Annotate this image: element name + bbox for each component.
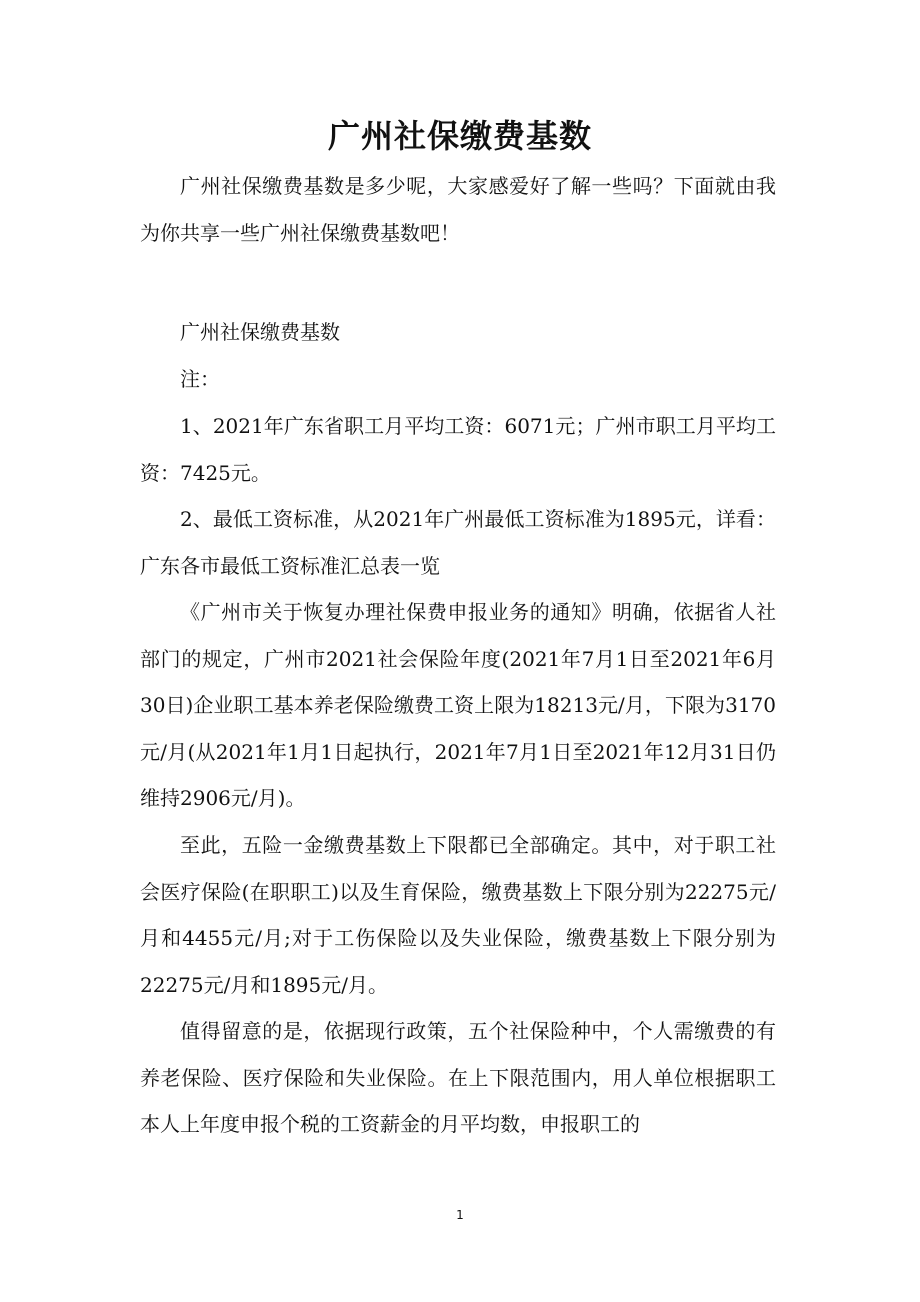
paragraph-note-1: 1、2021年广东省职工月平均工资：6071元；广州市职工月平均工资：7425元。 [140, 414, 776, 485]
paragraph-note-2: 2、最低工资标准，从2021年广州最低工资标准为1895元，详看：广东各市最低工资标准汇总表一览 [140, 507, 776, 578]
paragraph-note-label: 注： [180, 367, 220, 391]
document-title: 广州社保缴费基数 [327, 117, 592, 155]
paragraph-policy: 值得留意的是，依据现行政策，五个社保险种中，个人需缴费的有养老保险、医疗保险和失业保险。在上下限范围内，用人单位根据职工本人上年度申报个税的工资薪金的月平均数，申报职工的 [140, 1019, 776, 1136]
paragraph-subheading: 广州社保缴费基数 [180, 320, 340, 344]
page-number: 1 [456, 1208, 464, 1222]
paragraph-limits: 至此，五险一金缴费基数上下限都已全部确定。其中，对于职工社会医疗保险(在职职工)以及生育保险，缴费基数上下限分别为22275元/月和4455元/月;对于工伤保险以及失业保险，缴费基数上下限分别为22275元/月和1895元/月。 [140, 833, 776, 997]
paragraph-intro: 广州社保缴费基数是多少呢，大家感爱好了解一些吗？下面就由我为你共享一些广州社保缴费基数吧！ [140, 174, 776, 245]
paragraph-notice: 《广州市关于恢复办理社保费申报业务的通知》明确，依据省人社部门的规定，广州市2021社会保险年度(2021年7月1日至2021年6月30日)企业职工基本养老保险缴费工资上限为18213元/月，下限为3170元/月(从2021年1月1日起执行，2021年7月1日至2021年12月31日仍维持2906元/月)。 [140, 600, 776, 810]
